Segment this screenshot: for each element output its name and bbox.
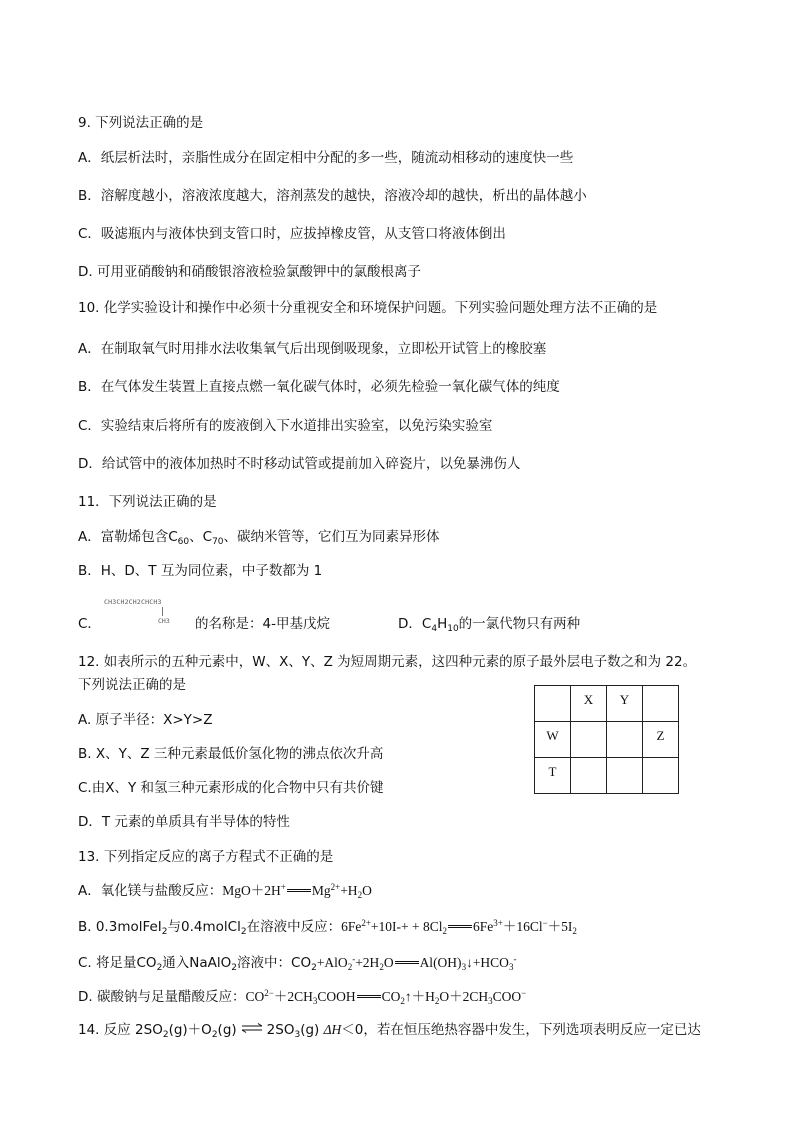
q13-option-a: [78, 882, 372, 900]
table-cell: Z: [643, 722, 679, 758]
q13-d-label: D. 碳酸钠与足量醋酸反应：: [78, 989, 246, 1005]
q12-option-c: C.由X、Y 和氢三种元素形成的化合物中只有共价键: [78, 780, 384, 796]
q11-option-a: [78, 528, 440, 546]
q13-b-equation: $6Fe^{2+}+10I-+ + 8Cl_2$ $6Fe^{3+}+16Cl^-+5I_2$: [341, 918, 577, 936]
table-cell: [643, 686, 679, 722]
q11-d-mid: H: [437, 616, 448, 632]
q10-option-a: A．在制取氧气时用排水法收集氧气后出现倒吸现象，立即松开试管上的橡胶塞: [78, 341, 547, 357]
q13-b-label: B. 0.3molFeI: [78, 919, 162, 935]
q11-d-post: 的一氯代物只有两种: [458, 616, 581, 632]
table-row: [535, 758, 679, 794]
q13-c-label: C. 将足量CO: [78, 955, 157, 971]
q12-option-b: B. X、Y、Z 三种元素最低价氢化物的沸点依次升高: [78, 746, 384, 762]
q9-stem: 9. 下列说法正确的是: [78, 115, 204, 131]
equals-sign-icon: [287, 883, 311, 892]
q13-stem: 13. 下列指定反应的离子方程式不正确的是: [78, 849, 334, 865]
q11-a-sub1: 60: [177, 537, 190, 547]
q13-option-c: C. 将足量$CO_2$通入NaAlO$_2$溶液中：$CO_2+AlO_2^-+2H_2O$ $Al(OH)_3↓+HCO_3^-$: [78, 954, 517, 973]
q13-a-equation: MgO＋2H+ $Mg^{2+}+H_2O$: [222, 882, 372, 900]
q9-option-b: B．溶解度越小，溶液浓度越大，溶剂蒸发的越快，溶液冷却的越快，析出的晶体越小: [78, 188, 587, 204]
table-cell: W: [535, 722, 571, 758]
table-cell: [607, 722, 643, 758]
periodic-table-fragment: [534, 685, 679, 794]
table-cell: X: [571, 686, 607, 722]
equals-sign-icon: [448, 919, 472, 928]
table-cell: Y: [607, 686, 643, 722]
table-cell: [535, 686, 571, 722]
q9-option-a: A．纸层析法时，亲脂性成分在固定相中分配的多一些，随流动相移动的速度快一些: [78, 150, 574, 166]
q12-option-d: D．T 元素的单质具有半导体的特性: [78, 814, 290, 830]
q13-d-equation: $CO^{2-}+2CH_3COOH$ $CO_2↑+H_2O+2CH_3COO^-$: [245, 988, 527, 1006]
q13-a-label: A．氧化镁与盐酸反应：: [78, 883, 223, 899]
q9-option-c: C．吸滤瓶内与液体快到支管口时，应拔掉橡皮管，从支管口将液体倒出: [78, 226, 506, 242]
q11-d-sub1: 4: [431, 624, 438, 634]
q14-stem: 14. 反应 $2SO_2(g)+O_2(g)$ $2SO_3(g)$ ΔH＜0，若在恒压绝热容器中发生，下列选项表明反应一定已达: [78, 1022, 701, 1040]
q10-option-c: C．实验结束后将所有的废液倒入下水道排出实验室，以免污染实验室: [78, 418, 493, 434]
q12-stem-line1: 12. 如表所示的五种元素中，W、X、Y、Z 为短周期元素，这四种元素的原子最外层电子数之和为 22。: [78, 654, 697, 670]
q11-option-b: B．H、D、T 互为同位素，中子数都为 1: [78, 563, 323, 579]
q12-stem-line2: 下列说法正确的是: [78, 677, 186, 693]
q11-struct-bond: [162, 607, 163, 616]
q11-struct-branch: CH3: [158, 617, 170, 625]
q9-option-d: D. 可用亚硝酸钠和硝酸银溶液检验氯酸钾中的氯酸根离子: [78, 264, 421, 280]
q13-c-equation: $+AlO_2^-+2H_2O$ $Al(OH)_3↓+HCO_3^-$: [316, 954, 517, 972]
table-cell: [571, 722, 607, 758]
q11-struct-main-chain: CH3CH2CH2CHCH3: [104, 598, 162, 606]
q11-stem: 11．下列说法正确的是: [78, 494, 217, 510]
q11-a-post: 、碳纳米管等，它们互为同素异形体: [223, 529, 440, 545]
q11-option-c-label: C．: [78, 616, 101, 632]
q11-option-c-text: 的名称是：4-甲基戊烷: [195, 616, 330, 632]
q12-option-a: A. 原子半径：X>Y>Z: [78, 712, 213, 728]
q11-a-sub2: 70: [212, 537, 224, 547]
q10-option-b: B．在气体发生装置上直接点燃一氧化碳气体时，必须先检验一氧化碳气体的纯度: [78, 379, 560, 395]
q11-d-sub2: 10: [447, 624, 459, 634]
q11-d-pre: D．C: [398, 616, 432, 632]
q11-structural-formula: [104, 598, 194, 628]
q13-option-d: [78, 988, 526, 1006]
table-row: [535, 722, 679, 758]
table-cell: [607, 758, 643, 794]
equals-sign-icon: [357, 989, 381, 998]
reversible-arrow-icon: [241, 1023, 263, 1033]
table-cell: [571, 758, 607, 794]
q10-stem: 10. 化学实验设计和操作中必须十分重视安全和环境保护问题。下列实验问题处理方法不正确的是: [78, 300, 658, 316]
table-cell: [643, 758, 679, 794]
q13-option-b: B. 0.3molFeI$_2$与0.4molCl$_2$在溶液中反应：$6Fe^{2+}+10I-+ + 8Cl_2$ $6Fe^{3+}+16Cl^-+5I_2$: [78, 918, 577, 937]
equals-sign-icon: [395, 955, 419, 964]
table-row: [535, 686, 679, 722]
table-cell: T: [535, 758, 571, 794]
q11-a-mid: 、C: [189, 529, 213, 545]
q11-option-d: [398, 615, 580, 633]
q10-option-d: D．给试管中的液体加热时不时移动试管或提前加入碎瓷片，以免暴沸伤人: [78, 456, 521, 472]
q11-a-pre: A．富勒烯包含C: [78, 529, 178, 545]
